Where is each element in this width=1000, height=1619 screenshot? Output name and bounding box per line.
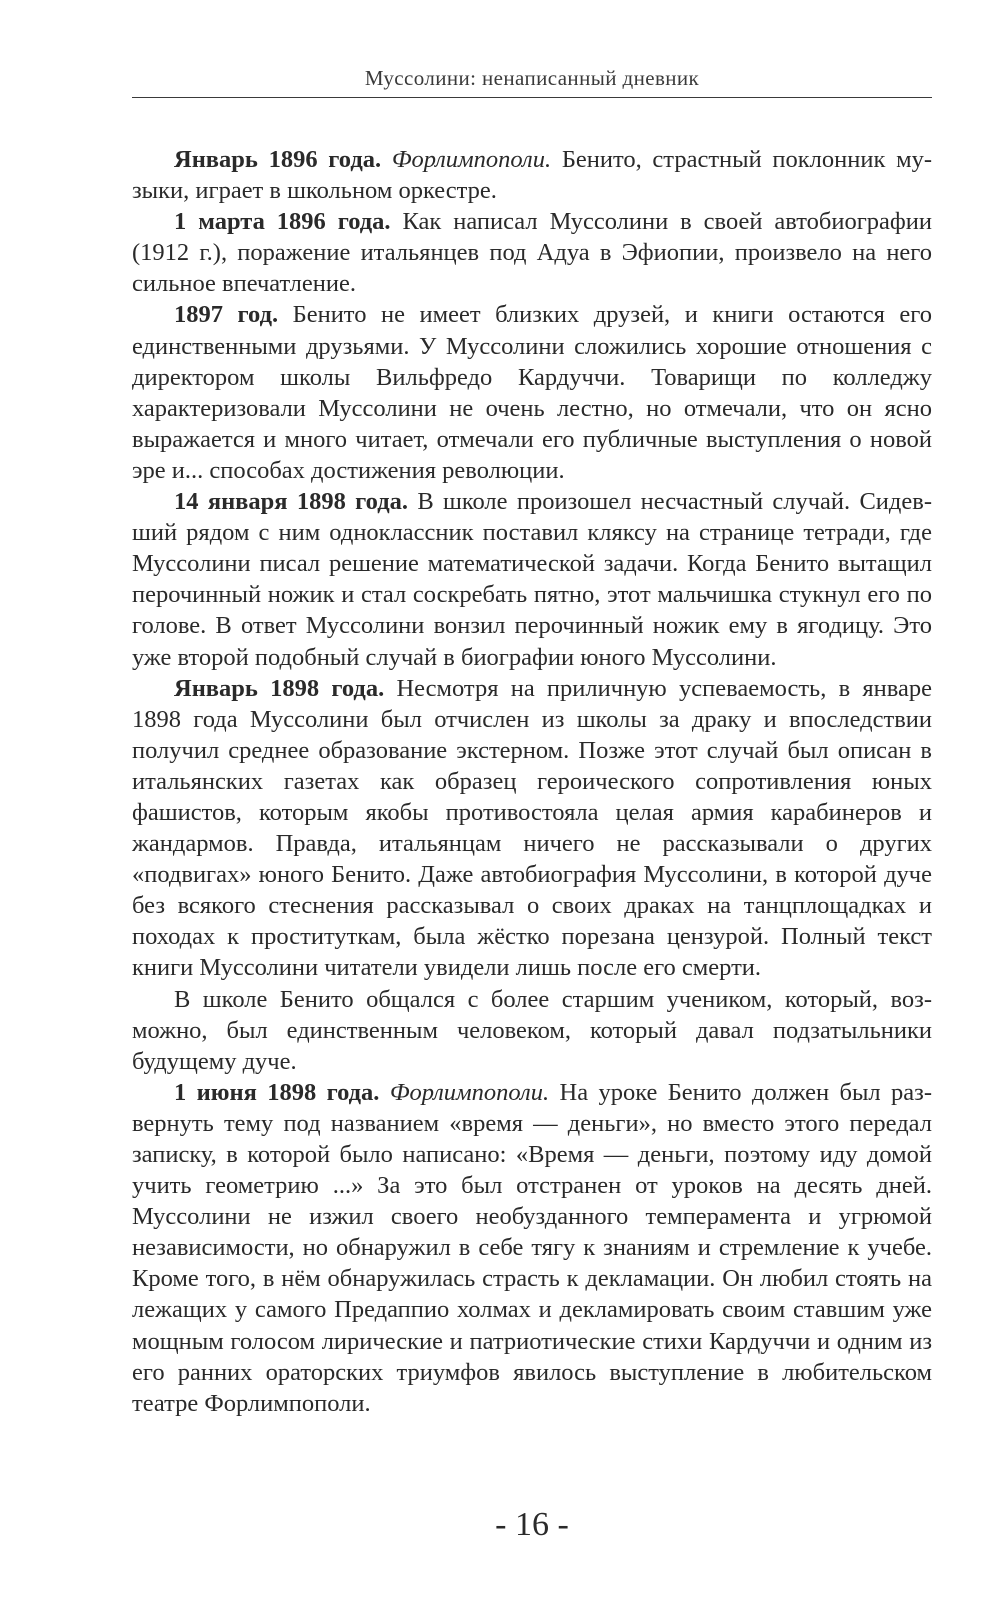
entry-date: 14 января 1898 года. — [174, 488, 408, 516]
entry-place: Форлимпополи. — [391, 146, 552, 173]
paragraph-mar-1896 — [132, 206, 932, 299]
entry-date: 1897 год. — [174, 301, 279, 329]
page-number: - 16 - — [495, 1506, 569, 1543]
paragraph-1897 — [132, 299, 932, 486]
entry-place: Форлимпополи. — [389, 1078, 550, 1106]
entry-text: Как написал Муссолини в своей автобиографии (1912 г.), поражение итальянцев под Адуа в Эфиопии, произвело на него сильное впечатление. — [132, 208, 932, 298]
entry-date: Январь 1898 года. — [174, 674, 385, 702]
entry-text: В школе произошел несчастный случай. Сидевший рядом с ним одноклассник поставил кляксу на странице тетради, где Муссолини писал решение математической задачи. Когда Бенито вытащил перочинный ножик и стал соскребать пятно, этот мальчишка стукнул его по голове. В ответ Муссолини вонзил перочинный ножик ему в ягодицу. Это уже второй подобный случай в биографии юного Муссолини. — [132, 488, 932, 671]
entry-text: На уроке Бенито должен был развернуть тему под названием «время — деньги», но вместо этого передал записку, в которой было написано: «Время — деньги, поэтому иду домой учить геометрию ...» За это был отстранен от уроков на десять дней. Муссолини не изжил своего необузданного темперамента и угрюмой независимости, но обнаружил в себе тягу к знаниям и стремление к учебе. Кроме того, в нём обнаружилась страсть к декламации. Он любил стоять на лежащих у самого Предаппио холмах и декламировать своим ставшим уже мощным голосом лирические и патриотические стихи Кардуччи и одним из его ранних ораторских триумфов явилось выступление в любительском театре Форлимпополи. — [132, 1078, 933, 1417]
entry-text: Несмотря на приличную успеваемость, в январе 1898 года Муссолини был отчислен из школы за драку и впоследствии получил среднее образование экстерном. Позже этот случай был описан в итальянских газетах как образец героического сопротивления юных фашистов, которым якобы противостояла целая армия карабинеров и жандармов. Правда, итальянцам ничего не рассказывали о других «подвигах» юного Бенито. Даже автобиография Муссолини, в которой дуче без всякого стеснения рассказывал о своих драках на танцплощадках и походах к проституткам, была жёстко порезана цензурой. Полный текст книги Муссолини читатели увидели лишь после его смерти. — [132, 674, 933, 982]
paragraph-jun-1898 — [132, 1077, 932, 1419]
header-rule — [132, 97, 932, 98]
paragraph-jan-14-1898 — [132, 486, 932, 673]
entry-date: 1 марта 1896 года. — [174, 208, 391, 236]
body-text — [132, 144, 932, 1419]
paragraph-jan-1898 — [132, 673, 932, 984]
paragraph-older-student — [132, 984, 932, 1077]
entry-date: 1 июня 1898 года. — [174, 1078, 380, 1106]
entry-text: Бенито не имеет близких друзей, и книги остаются его единственными друзьями. У Муссолини сложились хорошие отношения с директором школы Вильфредо Кардуччи. Товарищи по колледжу характеризовали Муссолини не очень лестно, но отмечали, что он ясно выражается и много читает, отмечали его публичные выступления о новой эре и... способах достижения революции. — [132, 301, 932, 484]
paragraph-jan-1896 — [132, 144, 932, 206]
entry-text: Бенито, страстный поклонник музыки, играет в школьном оркестре. — [132, 146, 933, 205]
running-header: Муссолини: ненаписанный дневник — [364, 66, 700, 90]
entry-date: Январь 1896 года. — [174, 146, 382, 173]
entry-text: В школе Бенито общался с более старшим учеником, который, возможно, был единственным человеком, который давал подзатыльники будущему дуче. — [132, 985, 932, 1075]
